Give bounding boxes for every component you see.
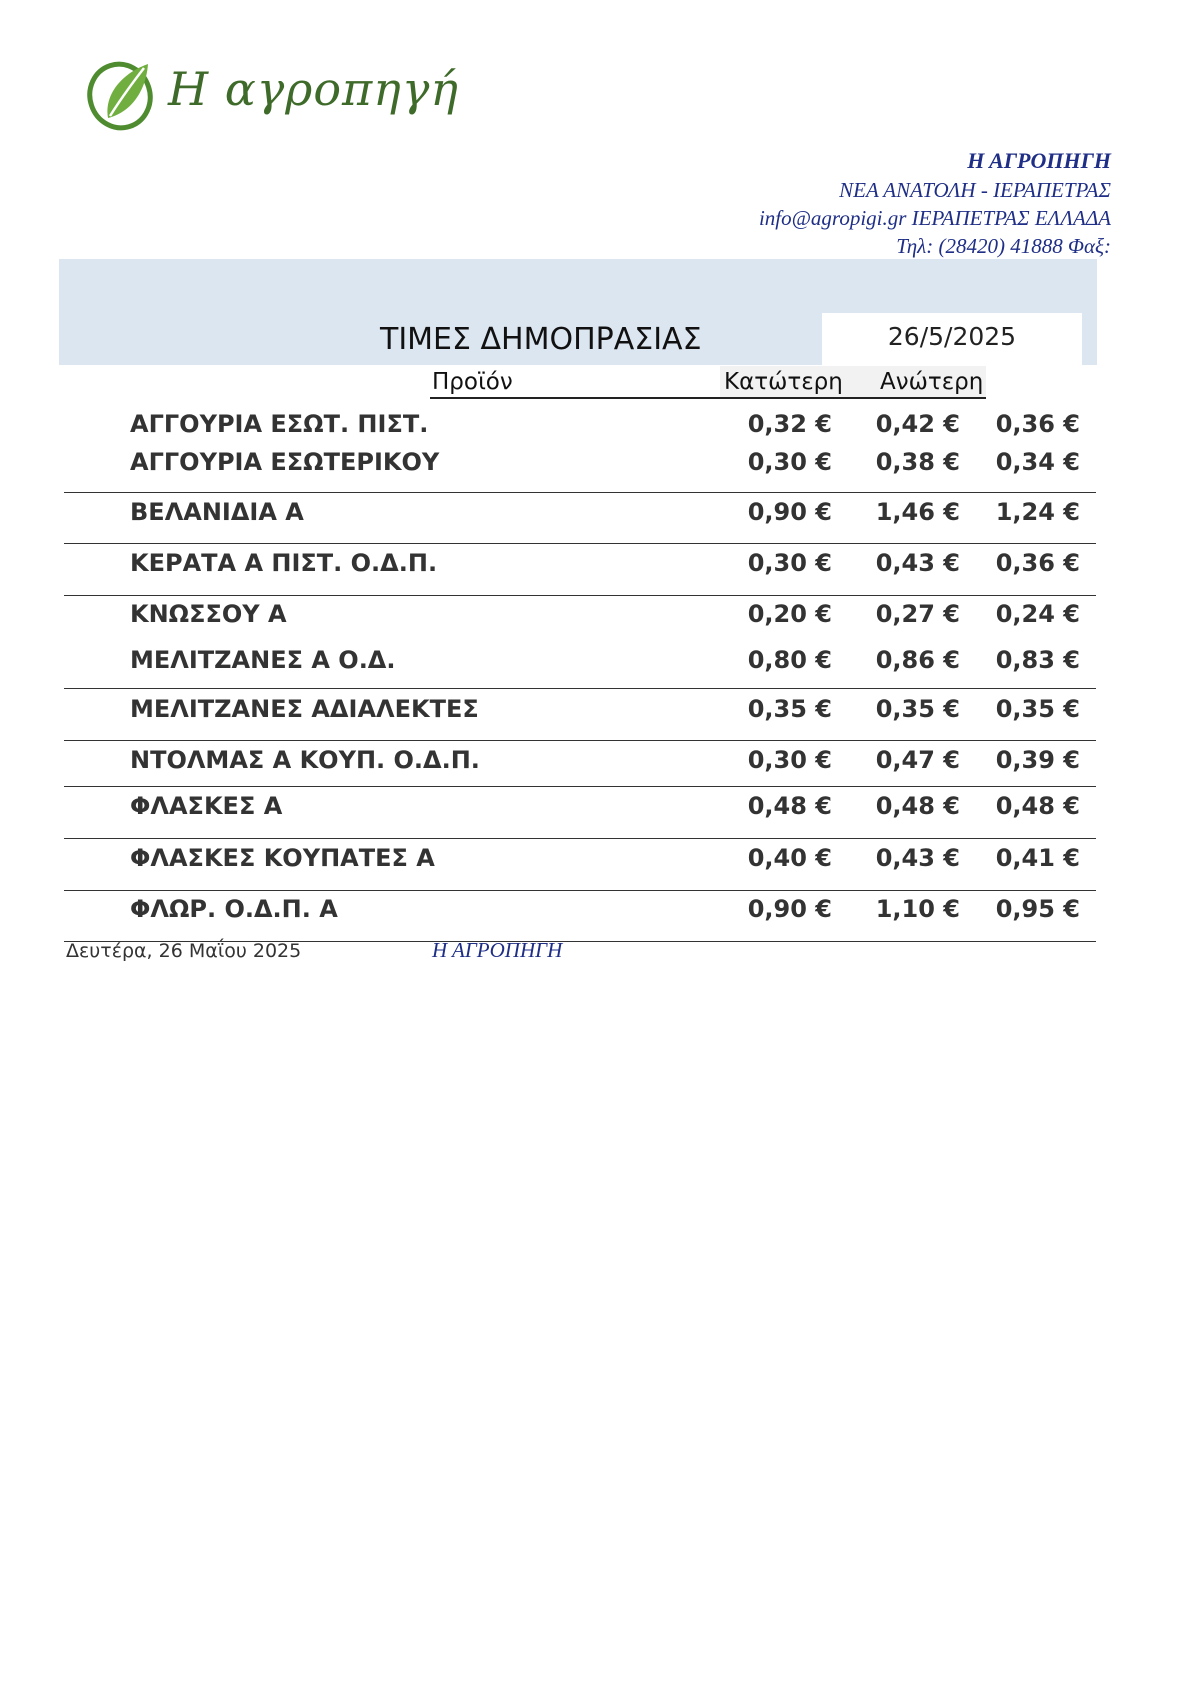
product-name: ΑΓΓΟΥΡΙΑ ΕΣΩΤ. ΠΙΣΤ. [130,410,429,438]
price-low: 0,90 € [747,895,832,923]
price-average: 0,36 € [995,410,1080,438]
price-high: 0,38 € [875,448,960,476]
price-low: 0,20 € [747,600,832,628]
price-high: 1,46 € [875,498,960,526]
product-name: ΦΛΩΡ. Ο.Δ.Π. Α [130,895,338,923]
column-header-product: Προϊόν [432,369,513,395]
row-divider [64,786,1096,787]
price-average: 0,48 € [995,792,1080,820]
price-high: 0,27 € [875,600,960,628]
leaf-logo-icon [86,56,158,132]
table-row [0,689,1200,729]
company-phone-line: Τηλ: (28420) 41888 Φαξ: [896,234,1111,258]
price-low: 0,90 € [747,498,832,526]
price-average: 0,95 € [995,895,1080,923]
price-average: 0,41 € [995,844,1080,872]
header-underline [430,397,986,399]
product-name: ΝΤΟΛΜΑΣ Α ΚΟΥΠ. Ο.Δ.Π. [130,746,480,774]
price-low: 0,40 € [747,844,832,872]
price-low: 0,30 € [747,448,832,476]
row-divider [64,838,1096,839]
company-info [759,146,1111,260]
price-average: 0,34 € [995,448,1080,476]
product-name: ΜΕΛΙΤΖΑΝΕΣ ΑΔΙΑΛΕΚΤΕΣ [130,695,479,723]
row-divider [64,595,1096,596]
price-average: 0,24 € [995,600,1080,628]
footer-date: Δευτέρα, 26 Μαΐου 2025 [66,940,302,962]
column-header-low: Κατώτερη [724,369,843,395]
company-address: ΝΕΑ ΑΝΑΤΟΛΗ - ΙΕΡΑΠΕΤΡΑΣ [839,178,1111,202]
row-divider [64,890,1096,891]
price-high: 0,48 € [875,792,960,820]
price-low: 0,48 € [747,792,832,820]
table-row [0,404,1200,444]
product-name: ΚΝΩΣΣΟΥ Α [130,600,287,628]
price-high: 0,47 € [875,746,960,774]
price-average: 0,39 € [995,746,1080,774]
table-row [0,492,1200,532]
table-row [0,594,1200,634]
price-average: 0,36 € [995,549,1080,577]
price-high: 0,43 € [875,549,960,577]
company-email-line[interactable]: info@agropigi.gr ΙΕΡΑΠΕΤΡΑΣ ΕΛΛΑΔΑ [758,206,1111,230]
price-average: 0,35 € [995,695,1080,723]
company-logo [86,56,459,146]
table-row [0,889,1200,929]
product-name: ΦΛΑΣΚΕΣ ΚΟΥΠΑΤΕΣ Α [130,844,435,872]
column-header-high: Ανώτερη [880,369,984,395]
price-average: 0,83 € [995,646,1080,674]
price-low: 0,80 € [747,646,832,674]
table-row [0,786,1200,826]
footer-company: Η ΑΓΡΟΠΗΓΗ [432,938,563,962]
product-name: ΒΕΛΑΝΙΔΙΑ Α [130,498,304,526]
product-name: ΚΕΡΑΤΑ Α ΠΙΣΤ. Ο.Δ.Π. [130,549,438,577]
table-row [0,740,1200,780]
page-title: ΤΙΜΕΣ ΔΗΜΟΠΡΑΣΙΑΣ [380,322,702,357]
table-row [0,543,1200,583]
price-high: 0,35 € [875,695,960,723]
row-divider [64,492,1096,493]
company-name: Η ΑΓΡΟΠΗΓΗ [967,148,1111,173]
row-divider [64,740,1096,741]
product-name: ΑΓΓΟΥΡΙΑ ΕΣΩΤΕΡΙΚΟΥ [130,448,440,476]
product-name: ΜΕΛΙΤΖΑΝΕΣ Α Ο.Δ. [130,646,396,674]
price-average: 1,24 € [995,498,1080,526]
table-row [0,838,1200,878]
product-name: ΦΛΑΣΚΕΣ Α [130,792,283,820]
price-high: 0,43 € [875,844,960,872]
price-high: 0,86 € [875,646,960,674]
row-divider [64,543,1096,544]
price-low: 0,35 € [747,695,832,723]
price-low: 0,30 € [747,746,832,774]
row-divider [64,688,1096,689]
price-high: 0,42 € [875,410,960,438]
price-low: 0,32 € [747,410,832,438]
auction-date: 26/5/2025 [887,322,1017,351]
logo-wordmark: Η αγροπηγή [168,62,459,116]
table-row [0,442,1200,482]
price-low: 0,30 € [747,549,832,577]
table-row [0,640,1200,680]
price-high: 1,10 € [875,895,960,923]
